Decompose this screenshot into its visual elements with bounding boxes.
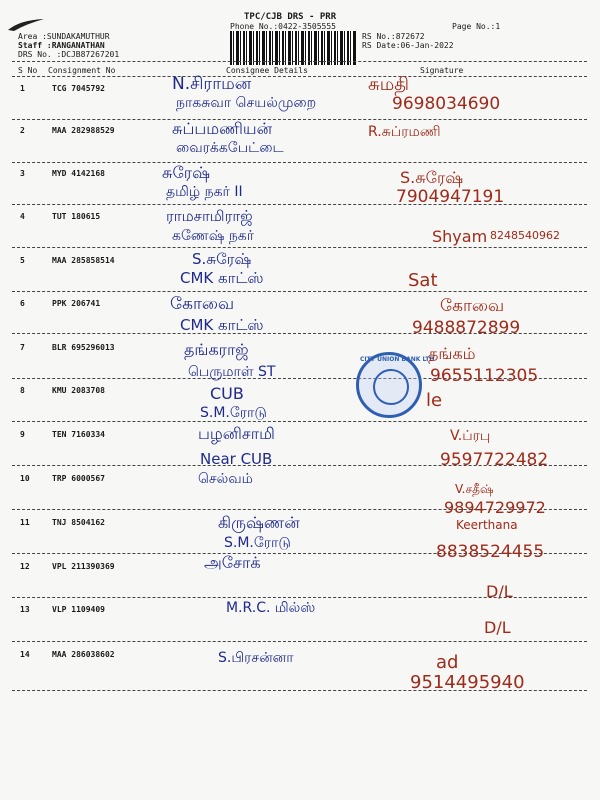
consignment-no: TNJ 8504162	[52, 518, 105, 527]
consignment-no: MAA 286038602	[52, 650, 115, 659]
rs-no-field: RS No.:872672	[362, 32, 425, 41]
row-divider	[12, 119, 587, 120]
consignee-name: அசோக்	[204, 553, 261, 572]
signature-name: le	[426, 390, 443, 411]
consignee-name: கோவை	[170, 294, 235, 314]
signature-name: ad	[436, 652, 459, 673]
consignee-name: S.சுரேஷ்	[192, 250, 252, 268]
row-sno: 4	[20, 212, 25, 221]
signature-phone: 8248540962	[490, 229, 560, 242]
row-divider	[12, 162, 587, 163]
row-divider	[12, 291, 587, 292]
signature-name: V.சதீஷ்	[455, 482, 494, 496]
consignment-no: TEN 7160334	[52, 430, 105, 439]
col-consignee: Consignee Details	[226, 66, 308, 75]
stamp-text: CITY UNION BANK LTD	[360, 356, 435, 363]
row-sno: 7	[20, 343, 25, 352]
col-consignment: Consignment No	[48, 66, 116, 75]
consignment-no: TUT 180615	[52, 212, 101, 221]
signature-name: Keerthana	[456, 518, 518, 532]
consignee-name: தங்கராஜ்	[184, 340, 249, 359]
row-divider	[12, 421, 587, 422]
barcode	[230, 31, 356, 65]
signature-name: கோவை	[440, 296, 505, 316]
row-sno: 2	[20, 126, 25, 135]
signature-phone: 9597722482	[440, 450, 549, 470]
signature-phone: 9488872899	[412, 318, 521, 338]
signature-phone: 9514495940	[410, 672, 525, 693]
divider	[12, 76, 587, 77]
signature-name: V.ப்ரபு	[450, 428, 491, 444]
row-sno: 9	[20, 430, 25, 439]
consignee-name: S.பிரசன்னா	[218, 650, 294, 666]
signature-name: தங்கம்	[428, 344, 476, 363]
phone-number: Phone No.:0422-3505555	[230, 22, 336, 31]
row-sno: 3	[20, 169, 25, 178]
divider	[12, 61, 587, 62]
row-sno: 5	[20, 256, 25, 265]
row-sno: 13	[20, 605, 30, 614]
signature-name: Sat	[408, 270, 438, 291]
row-sno: 14	[20, 650, 30, 659]
consignee-address: தமிழ் நகர் II	[166, 184, 243, 200]
consignee-address: நாகசுவா செயல்முறை	[176, 95, 317, 111]
signature-phone: 9698034690	[392, 94, 501, 114]
consignee-name: செல்வம்	[198, 471, 253, 487]
row-sno: 10	[20, 474, 30, 483]
consignment-no: TRP 6000567	[52, 474, 105, 483]
signature-name: S.சுரேஷ்	[400, 168, 464, 187]
row-sno: 8	[20, 386, 25, 395]
consignee-address: பெருமாள் ST	[188, 364, 276, 380]
consignee-name: பழனிசாமி	[198, 424, 275, 443]
stamp-emblem-icon	[373, 369, 409, 405]
company-logo-icon	[6, 18, 46, 32]
drs-no-field: DRS No. :DCJB87267201	[18, 50, 120, 59]
col-sno: S No	[18, 66, 38, 75]
signature-phone: 7904947191	[396, 187, 505, 207]
consignment-no: BLR 695296013	[52, 343, 115, 352]
consignee-name: சுரேஷ்	[162, 163, 210, 182]
consignee-name: N.சிராமன	[172, 74, 252, 94]
row-divider	[12, 247, 587, 248]
signature-phone: 8838524455	[436, 542, 545, 562]
signature-phone: 9894729972	[444, 498, 546, 517]
col-signature: Signature	[420, 66, 464, 75]
signature-name: D/L	[486, 582, 513, 601]
consignment-no: PPK 206741	[52, 299, 101, 308]
consignment-no: VLP 1109409	[52, 605, 105, 614]
consignee-address: CMK காட்ஸ்	[180, 269, 264, 287]
row-sno: 11	[20, 518, 30, 527]
consignment-no: KMU 2083708	[52, 386, 105, 395]
row-divider	[12, 641, 587, 642]
consignment-no: MAA 285858514	[52, 256, 115, 265]
consignment-no: VPL 211390369	[52, 562, 115, 571]
consignment-no: MAA 282988529	[52, 126, 115, 135]
signature-name: D/L	[484, 618, 511, 637]
signature-phone: 9655112305	[430, 366, 539, 386]
consignee-name: ராமசாமிராஜ்	[166, 207, 253, 225]
page-number: Page No.:1	[452, 22, 501, 31]
signature-name: R.சுப்ரமணி	[368, 124, 441, 140]
consignee-address: வைரக்கபேட்டை	[176, 140, 284, 156]
consignee-address: CMK காட்ஸ்	[180, 316, 264, 334]
rs-date-field: RS Date:06-Jan-2022	[362, 41, 454, 50]
row-sno: 1	[20, 84, 25, 93]
consignee-address: கணேஷ் நகர்	[172, 228, 255, 244]
row-sno: 6	[20, 299, 25, 308]
consignee-name: சுப்பமணியன்	[172, 119, 273, 138]
consignment-no: MYD 4142168	[52, 169, 105, 178]
row-sno: 12	[20, 562, 30, 571]
staff-field: Staff :RANGANATHAN	[18, 41, 105, 50]
doc-title: TPC/CJB DRS - PRR	[244, 12, 337, 22]
consignee-address: Near CUB	[200, 450, 273, 468]
area-field: Area :SUNDAKAMUTHUR	[18, 32, 110, 41]
consignee-address: S.M.ரோடு	[200, 405, 267, 421]
consignee-name: கிருஷ்ணன்	[218, 513, 300, 532]
signature-name: Shyam	[432, 227, 488, 246]
consignment-no: TCG 7045792	[52, 84, 105, 93]
consignee-address: S.M.ரோடு	[224, 535, 291, 551]
signature-name: சுமதி	[368, 74, 409, 95]
consignee-name: M.R.C. மில்ஸ்	[226, 600, 316, 616]
consignee-name: CUB	[210, 384, 244, 403]
